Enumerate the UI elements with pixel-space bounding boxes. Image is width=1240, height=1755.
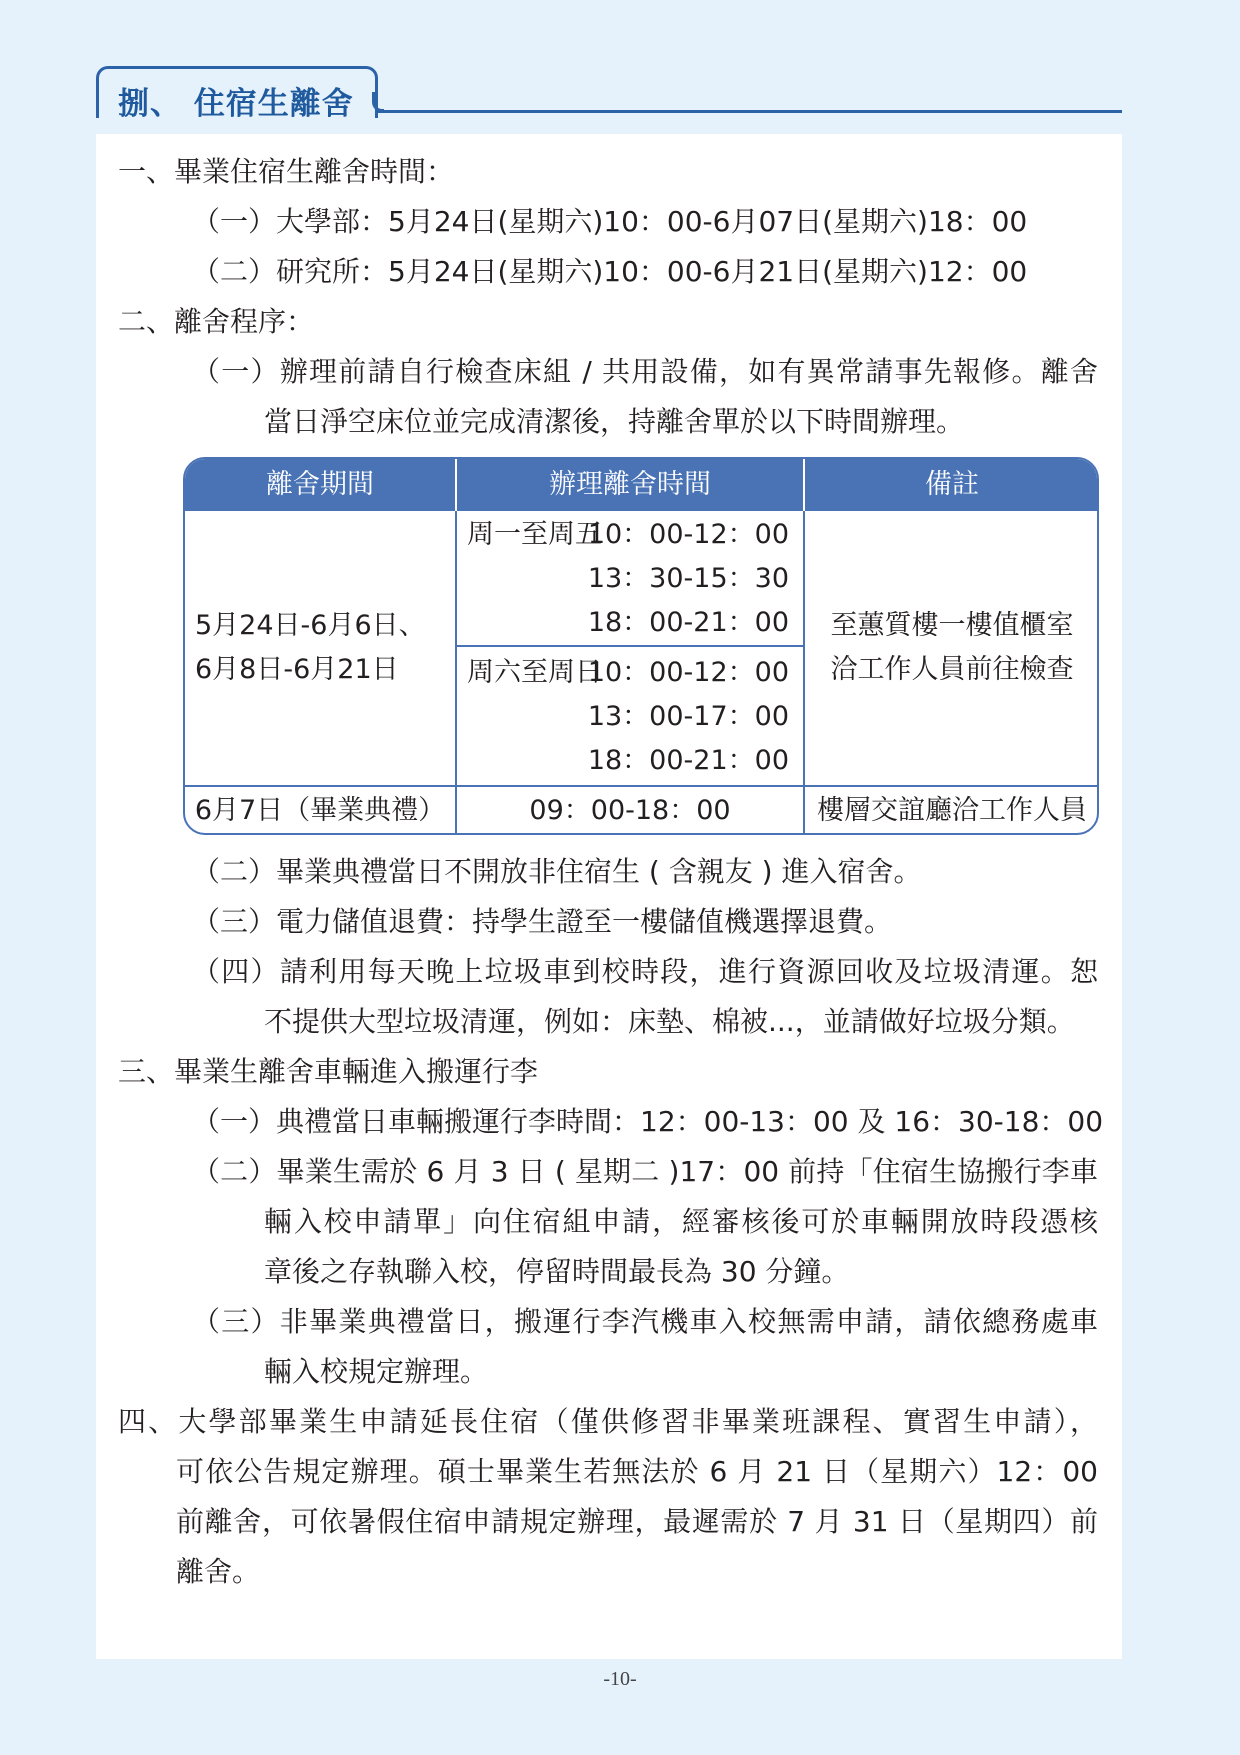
- section-2-item-4-line-1: （四）請利用每天晚上垃圾車到校時段，進行資源回收及垃圾清運。恕: [192, 955, 1098, 988]
- section-1-heading: 一、畢業住宿生離舍時間：: [118, 155, 455, 188]
- section-2-item-4-line-2: 不提供大型垃圾清運，例如：床墊、棉被...，並請做好垃圾分類。: [264, 1005, 1075, 1038]
- table-weekend-time-3: 18：00-21：00: [587, 745, 789, 776]
- table-period-2: 6月7日（畢業典禮）: [194, 795, 446, 826]
- section-2-item-2: （二）畢業典禮當日不開放非住宿生 ( 含親友 ) 進入宿舍。: [192, 855, 922, 888]
- table-period-1-line-2: 6月8日-6月21日: [195, 654, 399, 685]
- section-2-item-1-line-2: 當日淨空床位並完成清潔後，持離舍單於以下時間辦理。: [264, 405, 965, 438]
- section-3-heading: 三、畢業生離舍車輛進入搬運行李: [118, 1055, 539, 1088]
- table-header-divider-2: [803, 459, 805, 511]
- section-3-item-2-line-1: （二）畢業生需於 6 月 3 日 ( 星期二 )17：00 前持「住宿生協搬行李車: [192, 1155, 1098, 1188]
- section-4-line-1: 四、大學部畢業生申請延長住宿（僅供修習非畢業班課程、實習生申請），: [118, 1405, 1098, 1438]
- table-header-time: 辦理離舍時間: [549, 469, 711, 500]
- table-time-divider: [457, 645, 803, 647]
- table-header-divider-1: [455, 459, 457, 511]
- section-1-item-1: （一）大學部：5月24日(星期六)10：00-6月07日(星期六)18：00: [192, 205, 1028, 238]
- section-3-item-2-line-3: 章後之存執聯入校，停留時間最長為 30 分鐘。: [264, 1255, 850, 1288]
- section-4-line-4: 離舍。: [176, 1555, 261, 1588]
- table-period-1-line-1: 5月24日-6月6日、: [195, 610, 426, 641]
- table-header-period: 離舍期間: [266, 469, 374, 500]
- table-weekday-label: 周一至周五: [467, 519, 602, 550]
- section-3-item-1: （一）典禮當日車輛搬運行李時間：12：00-13：00 及 16：30-18：00: [192, 1105, 1104, 1138]
- page-number: -10-: [603, 1668, 637, 1690]
- section-3-item-3-line-2: 輛入校規定辦理。: [264, 1355, 489, 1388]
- section-3-item-2-line-2: 輛入校申請單」向住宿組申請，經審核後可於車輛開放時段憑核: [264, 1205, 1098, 1238]
- table-time-2: 09：00-18：00: [529, 795, 731, 826]
- section-3-item-3-line-1: （三）非畢業典禮當日，搬運行李汽機車入校無需申請，請依總務處車: [192, 1305, 1098, 1338]
- section-2-item-1-line-1: （一）辦理前請自行檢查床組 / 共用設備，如有異常請事先報修。離舍: [192, 355, 1098, 388]
- section-2-heading: 二、離舍程序：: [118, 305, 315, 338]
- table-note-1-line-1: 至蕙質樓一樓值櫃室: [830, 610, 1074, 641]
- table-note-1-line-2: 洽工作人員前往檢查: [830, 654, 1074, 685]
- table-row-divider: [185, 785, 1097, 787]
- table-note-2: 樓層交誼廳洽工作人員: [817, 795, 1087, 826]
- section-title-rule: [378, 110, 1122, 113]
- section-2-item-3: （三）電力儲值退費：持學生證至一樓儲值機選擇退費。: [192, 905, 893, 938]
- table-weekday-time-1: 10：00-12：00: [587, 519, 789, 550]
- table-weekend-label: 周六至周日: [467, 657, 602, 688]
- table-weekday-time-2: 13：30-15：30: [587, 563, 789, 594]
- section-1-item-2: （二）研究所：5月24日(星期六)10：00-6月21日(星期六)12：00: [192, 255, 1028, 288]
- section-title: 捌、 住宿生離舍: [118, 86, 354, 122]
- table-weekday-time-3: 18：00-21：00: [587, 607, 789, 638]
- checkout-schedule-table: [183, 457, 1099, 835]
- table-header-note: 備註: [925, 469, 979, 500]
- section-4-line-2: 可依公告規定辦理。碩士畢業生若無法於 6 月 21 日（星期六）12：00: [176, 1455, 1098, 1488]
- section-4-line-3: 前離舍，可依暑假住宿申請規定辦理，最遲需於 7 月 31 日（星期四）前: [176, 1505, 1098, 1538]
- table-weekend-time-1: 10：00-12：00: [587, 657, 789, 688]
- table-weekend-time-2: 13：00-17：00: [587, 701, 789, 732]
